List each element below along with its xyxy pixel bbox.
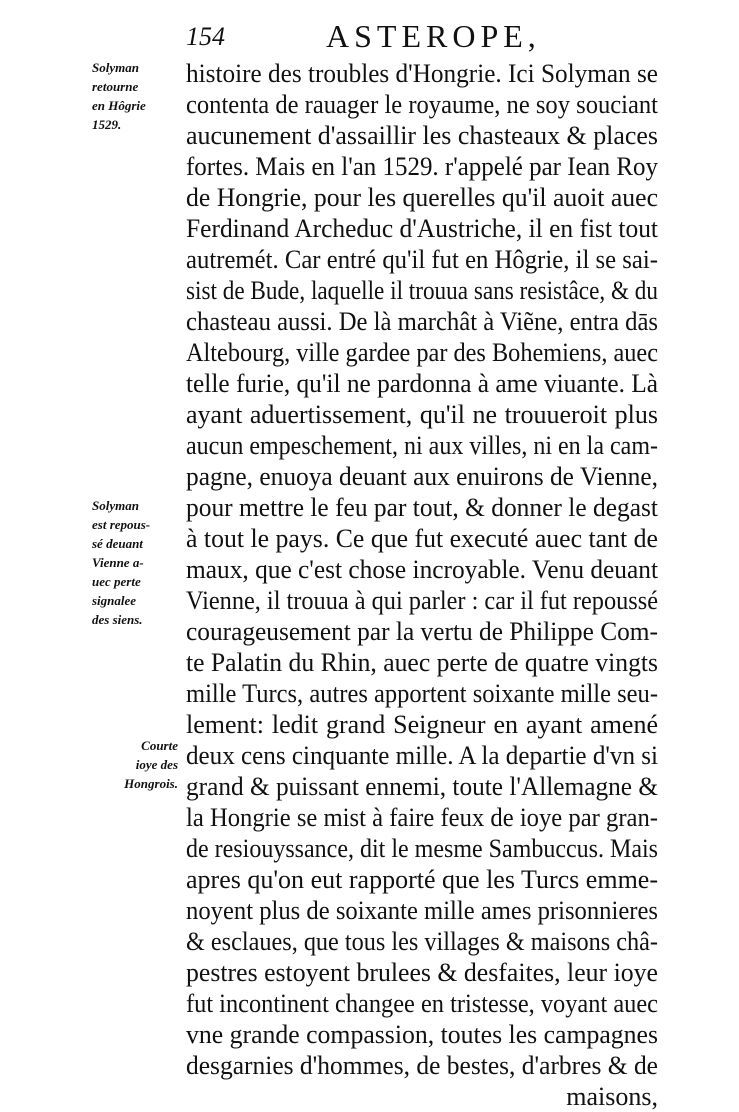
margin-note-line: signalee	[92, 593, 137, 608]
text-line: sist de Bude, laquelle il trouua sans resistâce, & du	[186, 276, 658, 305]
text-line: autremét. Car entré qu'il fut en Hôgrie, il se sai-	[186, 245, 658, 274]
margin-note-solyman-retourne	[92, 58, 184, 134]
text-line: & esclaues, que tous les villages & maisons châ-	[186, 927, 658, 956]
text-line: de Hongrie, pour les querelles qu'il auoit auec	[186, 183, 658, 212]
margin-note-line: Solyman	[92, 60, 139, 75]
margin-note-line: sé deuant	[92, 536, 143, 551]
page-header	[186, 14, 546, 54]
text-line: mille Turcs, autres apportent soixante mille seu-	[186, 679, 658, 708]
text-line: la Hongrie se mist à faire feux de ioye par gran-	[186, 803, 658, 832]
text-line: pagne, enuoya deuant aux enuirons de Vienne,	[186, 462, 658, 491]
margin-note-line: ioye des	[135, 757, 178, 772]
text-line: histoire des troubles d'Hongrie. Ici Solyman se	[186, 59, 658, 88]
margin-note-solyman-repousse	[92, 496, 184, 629]
text-line: aucunement d'assaillir les chasteaux & places	[186, 121, 658, 150]
text-line: noyent plus de soixante mille ames prisonnieres	[186, 896, 658, 925]
text-line: vne grande compassion, toutes les campagnes	[186, 1020, 658, 1049]
text-line: apres qu'on eut rapporté que les Turcs emme-	[186, 865, 658, 894]
margin-note-line: en Hôgrie	[92, 98, 146, 113]
text-line: Ferdinand Archeduc d'Austriche, il en fist tout	[186, 214, 658, 243]
text-line: de resiouyssance, dit le mesme Sambuccus. Mais	[186, 834, 658, 863]
text-line: desgarnies d'hommes, de bestes, d'arbres & de	[186, 1051, 658, 1080]
margin-note-line: uec perte	[92, 574, 141, 589]
text-line: chasteau aussi. De là marchât à Viẽne, entra dās	[186, 307, 658, 336]
margin-note-line: Solyman	[92, 498, 139, 513]
text-line: courageusement par la vertu de Philippe Com-	[186, 617, 658, 646]
text-line: maisons,	[566, 1082, 658, 1111]
text-line: ayant aduertissement, qu'il ne trouueroit plus	[186, 400, 658, 429]
text-line: à tout le pays. Ce que fut executé auec tant de	[186, 524, 658, 553]
text-line: telle furie, qu'il ne pardonna à ame viuante. Là	[186, 369, 658, 398]
text-line: lement: ledit grand Seigneur en ayant amené	[186, 710, 658, 739]
margin-note-line: est repous-	[92, 517, 151, 532]
running-title: ASTEROPE,	[326, 18, 541, 54]
text-line: grand & puissant ennemi, toute l'Allemagne &	[186, 772, 658, 801]
page-number: 154	[186, 22, 225, 51]
body-text	[186, 58, 658, 1112]
margin-note-line: Courte	[141, 738, 178, 753]
margin-note-line: Vienne a-	[92, 555, 144, 570]
margin-note-line: Hongrois.	[124, 776, 178, 791]
margin-note-line: retourne	[92, 79, 139, 94]
text-line: contenta de rauager le royaume, ne soy souciant	[186, 90, 658, 119]
text-line: pestres estoyent brulees & desfaites, leur ioye	[186, 958, 658, 987]
text-line: pour mettre le feu par tout, & donner le degast	[186, 493, 658, 522]
margin-note-line: des siens.	[92, 612, 143, 627]
text-line: fortes. Mais en l'an 1529. r'appelé par Iean Roy	[186, 152, 658, 181]
margin-note-courte-ioye	[92, 736, 184, 793]
text-line: fut incontinent changee en tristesse, voyant auec	[186, 989, 658, 1018]
text-line: aucun empeschement, ni aux villes, ni en la cam-	[186, 431, 658, 460]
text-line: maux, que c'est chose incroyable. Venu deuant	[186, 555, 658, 584]
text-line: Vienne, il trouua à qui parler : car il fut repoussé	[186, 586, 658, 615]
text-line: Altebourg, ville gardee par des Bohemiens, auec	[186, 338, 658, 367]
margin-note-line: 1529.	[92, 117, 122, 132]
text-line: deux cens cinquante mille. A la departie d'vn si	[186, 741, 658, 770]
text-line: te Palatin du Rhin, auec perte de quatre vingts	[186, 648, 658, 677]
